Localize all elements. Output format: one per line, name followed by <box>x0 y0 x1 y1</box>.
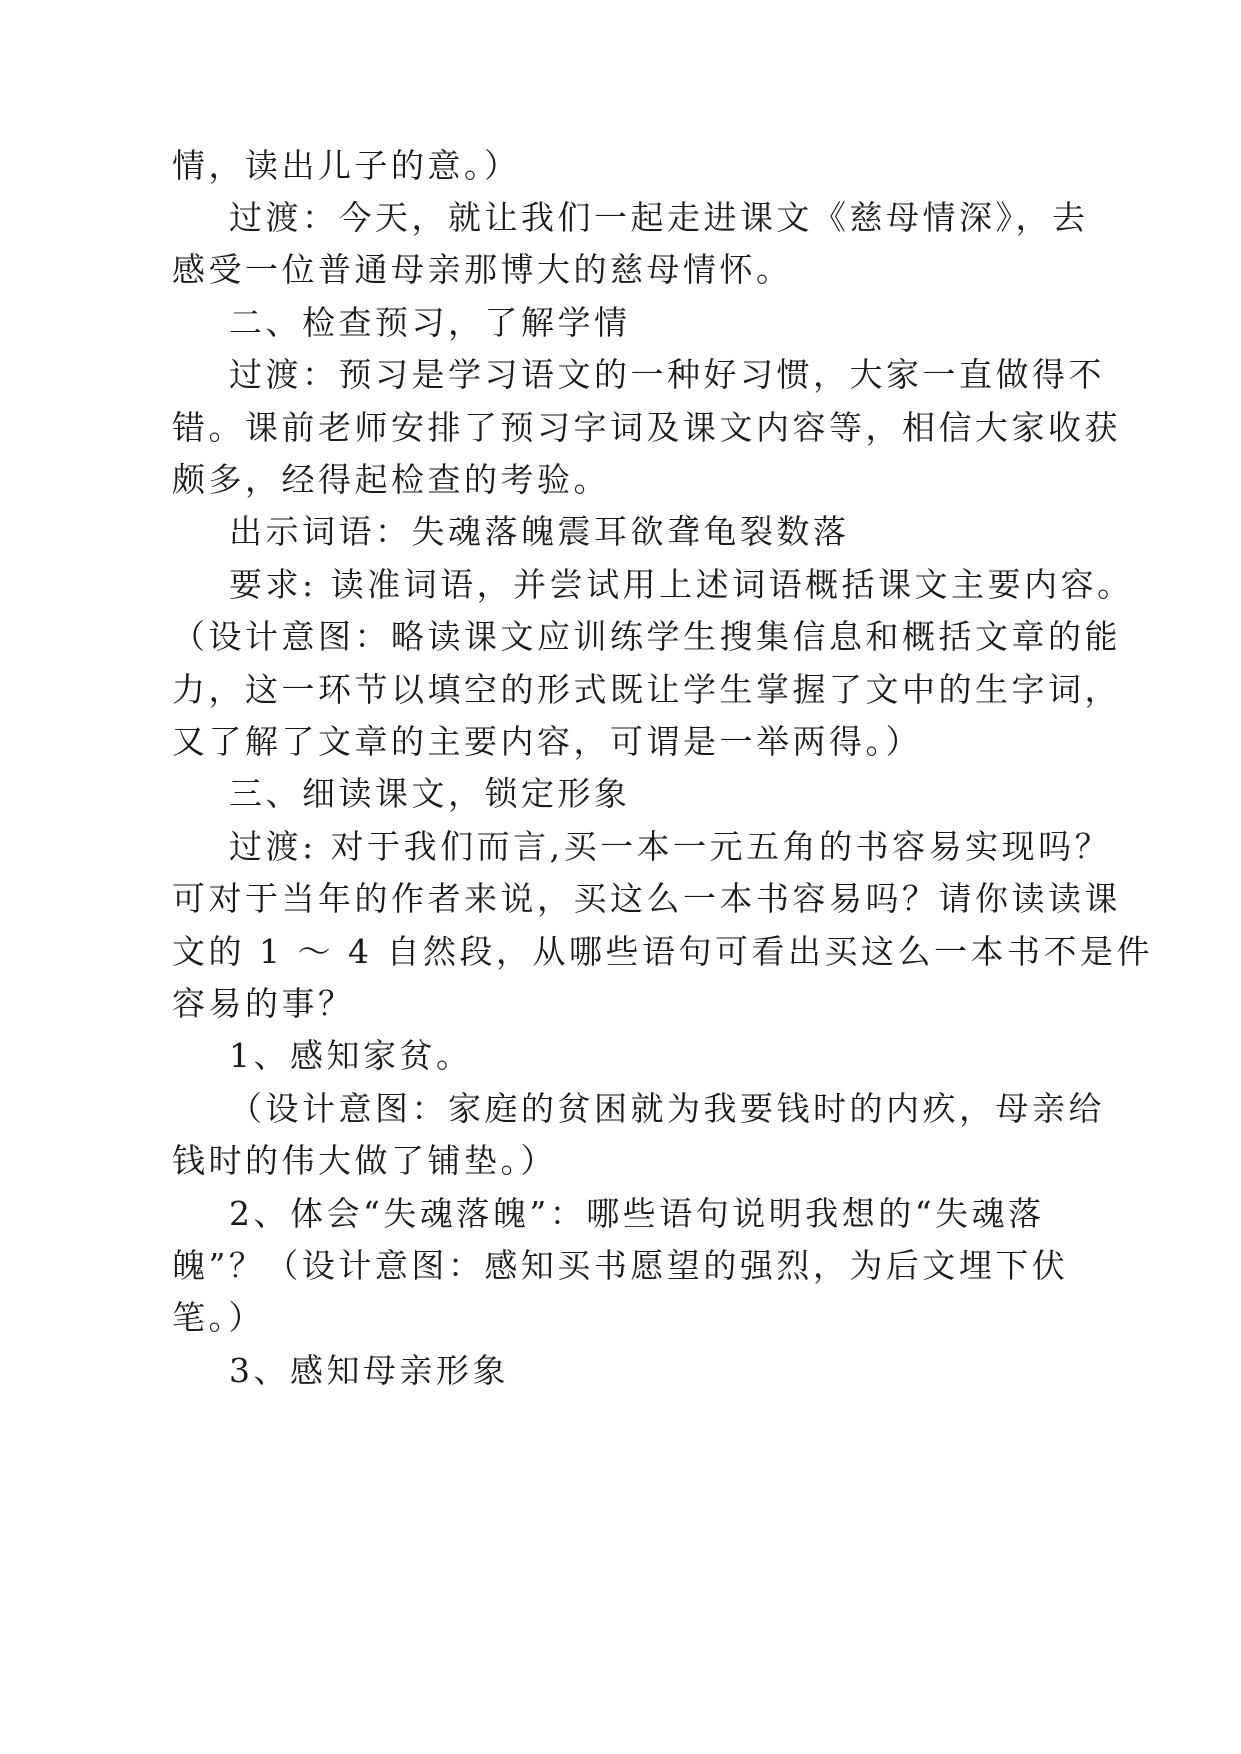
text-line: 魄”？（设计意图：感知买书愿望的强烈，为后文埋下伏 <box>172 1246 1069 1285</box>
text-line: 钱时的伟大做了铺垫。） <box>172 1141 557 1180</box>
list-item: 1、感知家贫。 <box>229 1036 473 1075</box>
section-heading: 三、细读课文，锁定形象 <box>229 774 631 813</box>
text-line: 颇多，经得起检查的考验。 <box>172 460 610 499</box>
text-line: 又了解了文章的主要内容，可谓是一举两得。） <box>172 722 922 761</box>
text-line: 过渡：今天，就让我们一起走进课文《慈母情深》，去 <box>229 198 1089 237</box>
text-line: 要求: 读准词语，并尝试用上述词语概括课文主要内容。 <box>229 565 1134 604</box>
text-line: 容易的事？ <box>172 984 355 1023</box>
text-line: 可对于当年的作者来说，买这么一本书容易吗？请你读读课 <box>172 879 1121 918</box>
section-heading: 二、检查预习，了解学情 <box>229 303 631 342</box>
text-line: 出示词语：失魂落魄震耳欲聋龟裂数落 <box>229 512 850 551</box>
text-line: 文的 1 ～ 4 自然段，从哪些语句可看出买这么一本书不是件 <box>172 932 1153 971</box>
text-line: 感受一位普通母亲那博大的慈母情怀。 <box>172 250 793 289</box>
list-item: 3、感知母亲形象 <box>229 1351 509 1390</box>
text-line: 错。课前老师安排了预习字词及课文内容等，相信大家收获 <box>172 408 1121 447</box>
list-item: 2、体会“失魂落魄”：哪些语句说明我想的“失魂落 <box>229 1194 1045 1233</box>
text-line: （设计意图：家庭的贫困就为我要钱时的内疚，母亲给 <box>229 1089 1105 1128</box>
text-line: （设计意图：略读课文应训练学生搜集信息和概括文章的能 <box>172 617 1121 656</box>
text-line: 笔。） <box>172 1298 265 1337</box>
text-line: 力，这一环节以填空的形式既让学生掌握了文中的生字词， <box>172 670 1121 709</box>
text-line: 情，读出儿子的意。） <box>172 146 521 185</box>
text-line: 过渡：预习是学习语文的一种好习惯，大家一直做得不 <box>229 355 1105 394</box>
text-line: 过渡: 对于我们而言,买一本一元五角的书容易实现吗？ <box>229 827 1112 866</box>
